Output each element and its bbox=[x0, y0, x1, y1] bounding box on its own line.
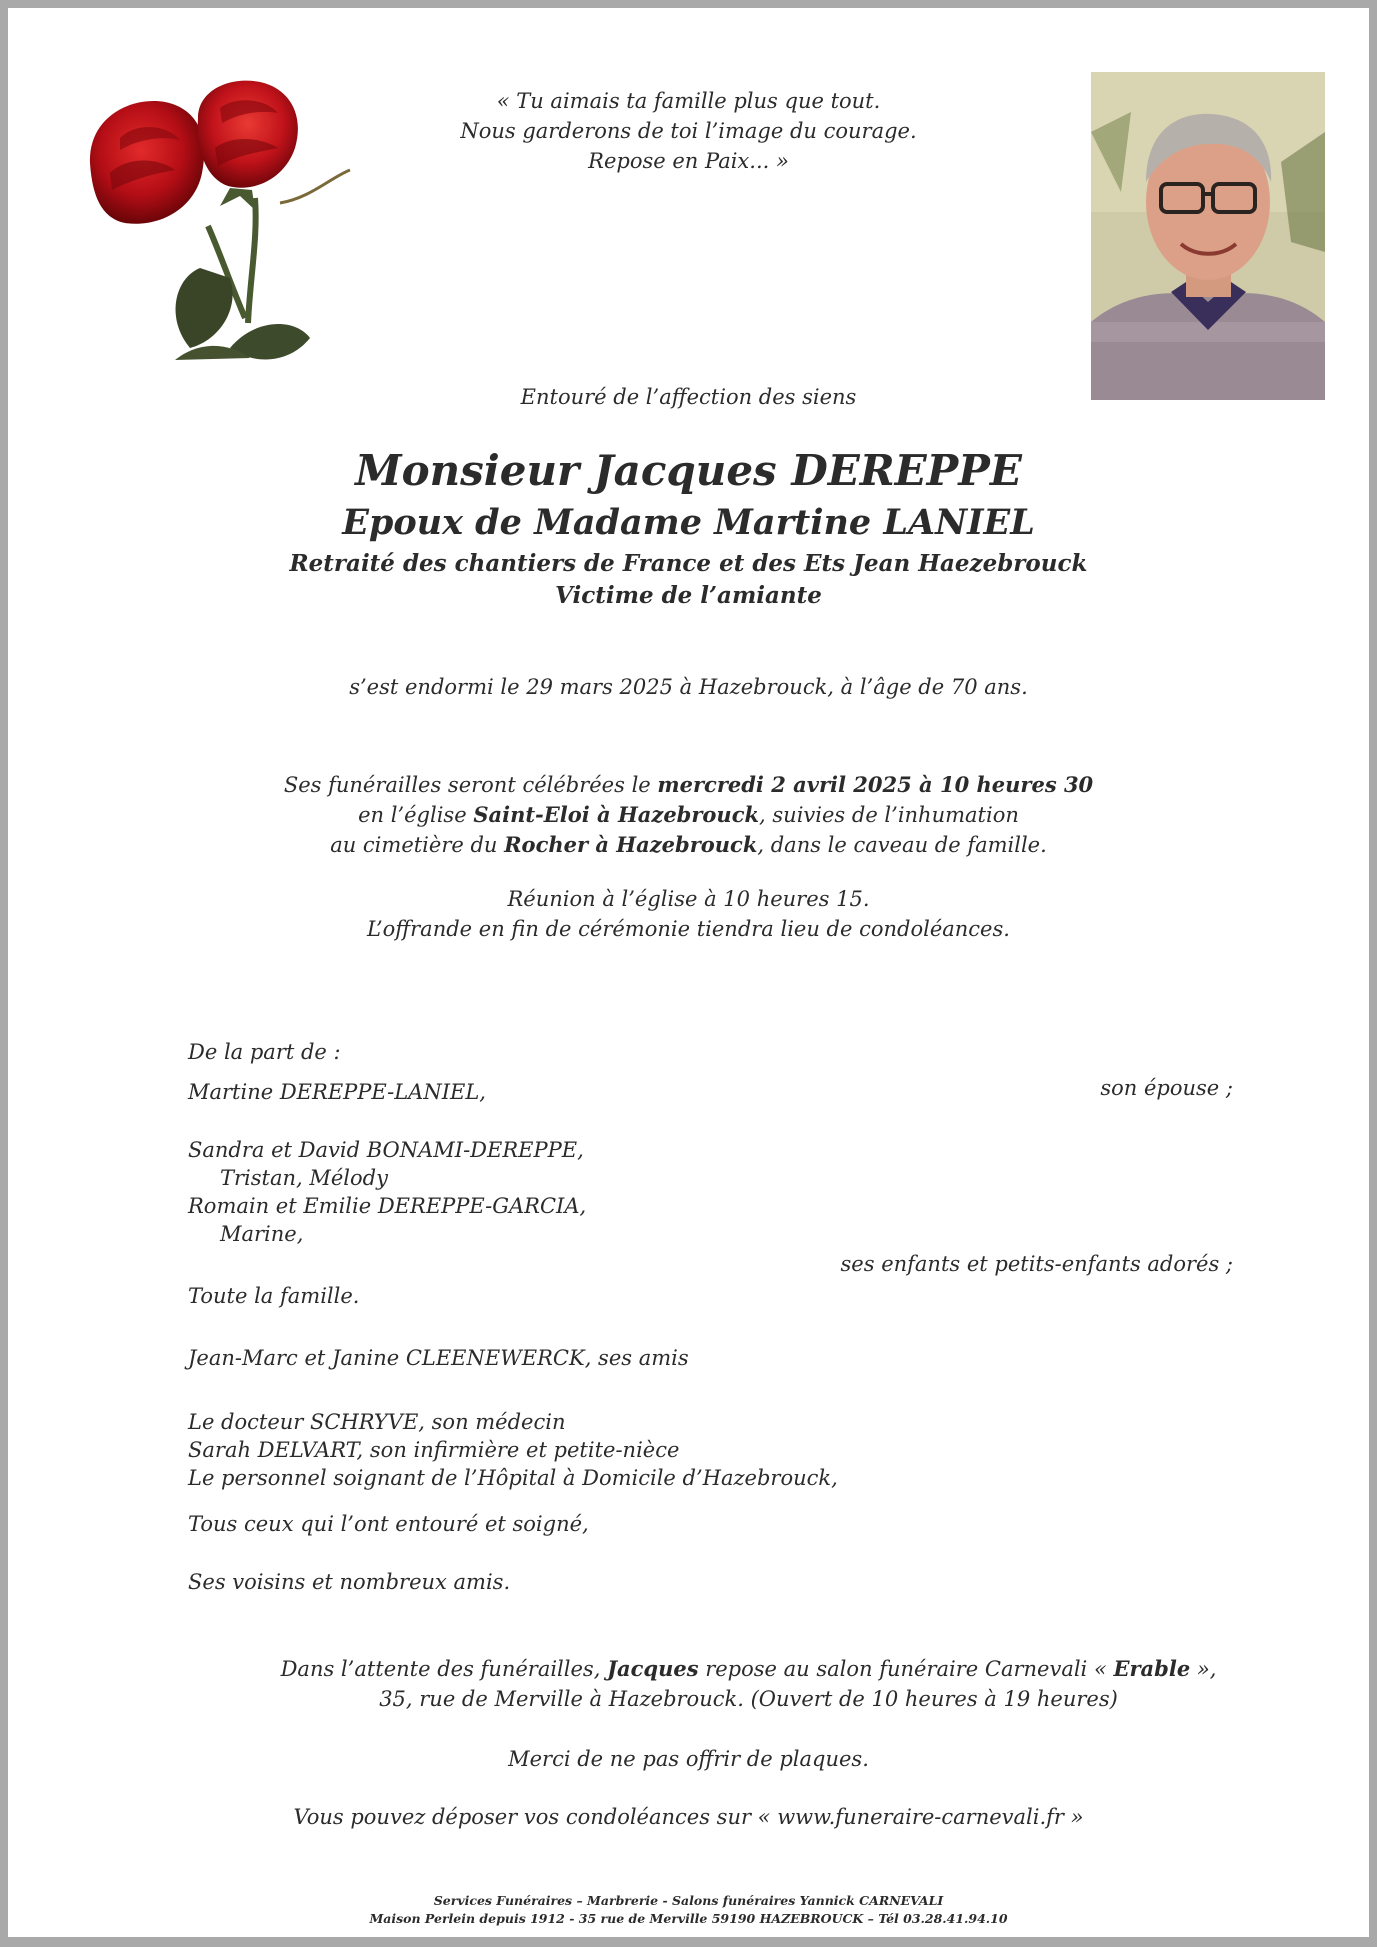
spouse-line: Epoux de Madame Martine LANIEL bbox=[342, 502, 1035, 543]
doctor-line: Le docteur SCHRYVE, son médecin bbox=[188, 1410, 566, 1434]
funeral-details bbox=[8, 770, 1369, 860]
salon-address: 35, rue de Merville à Hazebrouck. (Ouvert de 10 heures à 19 heures) bbox=[379, 1687, 1118, 1711]
funeral-text: , suivies de l’inhumation bbox=[759, 803, 1019, 827]
quote-line: Repose en Paix... » bbox=[588, 149, 789, 173]
footer-line: Maison Perlein depuis 1912 - 35 rue de Merville 59190 HAZEBROUCK – Tél 03.28.41.94.10 bbox=[369, 1911, 1008, 1926]
funeral-home-footer bbox=[8, 1892, 1369, 1928]
reunion-line: Réunion à l’église à 10 heures 15. bbox=[507, 887, 870, 911]
children-role: ses enfants et petits-enfants adorés ; bbox=[840, 1252, 1233, 1276]
quote-line: Nous garderons de toi l’image du courage. bbox=[460, 119, 917, 143]
nurse-line: Sarah DELVART, son infirmière et petite-nièce bbox=[188, 1438, 680, 1462]
staff-line: Le personnel soignant de l’Hôpital à Domicile d’Hazebrouck, bbox=[188, 1466, 838, 1490]
friends-line: Jean-Marc et Janine CLEENEWERCK, ses amis bbox=[188, 1346, 689, 1370]
funeral-text: , dans le caveau de famille. bbox=[757, 833, 1047, 857]
whole-family: Toute la famille. bbox=[188, 1284, 360, 1308]
epitaph-quote bbox=[8, 86, 1369, 176]
rest-notice bbox=[68, 1654, 1369, 1714]
death-announcement: s’est endormi le 29 mars 2025 à Hazebrouck, à l’âge de 70 ans. bbox=[349, 675, 1028, 699]
surrounded-text: Entouré de l’affection des siens bbox=[520, 385, 857, 409]
funeral-text: au cimetière du bbox=[330, 833, 505, 857]
child-couple: Sandra et David BONAMI-DEREPPE, bbox=[188, 1138, 584, 1162]
rest-text: », bbox=[1190, 1657, 1217, 1681]
rest-text: repose au salon funéraire Carnevali « bbox=[698, 1657, 1114, 1681]
footer-line: Services Funéraires – Marbrerie - Salons funéraires Yannick CARNEVALI bbox=[433, 1893, 944, 1908]
funeral-text: Ses funérailles seront célébrées le bbox=[283, 773, 658, 797]
wife-name: Martine DEREPPE-LANIEL, bbox=[188, 1080, 486, 1104]
plaques-note: Merci de ne pas offrir de plaques. bbox=[508, 1747, 869, 1771]
funeral-date: mercredi 2 avril 2025 à 10 heures 30 bbox=[657, 772, 1094, 797]
grandchildren: Marine, bbox=[220, 1222, 304, 1246]
first-name: Jacques bbox=[607, 1656, 699, 1681]
victim-note: Victime de l’amiante bbox=[555, 582, 822, 609]
child-couple: Romain et Emilie DEREPPE-GARCIA, bbox=[188, 1194, 587, 1218]
wife-role: son épouse ; bbox=[1100, 1076, 1233, 1100]
obituary-page bbox=[8, 8, 1369, 1937]
deceased-name: Monsieur Jacques DEREPPE bbox=[355, 446, 1022, 495]
grandchildren: Tristan, Mélody bbox=[220, 1166, 388, 1190]
occupation-line: Retraité des chantiers de France et des Ets Jean Haezebrouck bbox=[289, 550, 1088, 577]
rest-text: Dans l’attente des funérailles, bbox=[280, 1657, 608, 1681]
funeral-text: en l’église bbox=[358, 803, 474, 827]
children-list bbox=[188, 1136, 586, 1248]
quote-line: « Tu aimais ta famille plus que tout. bbox=[496, 89, 881, 113]
offering-line: L’offrande en fin de cérémonie tiendra lieu de condoléances. bbox=[367, 917, 1010, 941]
church-name: Saint-Eloi à Hazebrouck bbox=[473, 802, 760, 827]
neighbours-line: Ses voisins et nombreux amis. bbox=[188, 1570, 511, 1594]
care-list bbox=[188, 1408, 838, 1492]
carers-line: Tous ceux qui l’ont entouré et soigné, bbox=[188, 1512, 589, 1536]
salon-name: Erable bbox=[1113, 1656, 1191, 1681]
reunion-details bbox=[8, 884, 1369, 944]
condolences-note: Vous pouvez déposer vos condoléances sur « www.funeraire-carnevali.fr » bbox=[293, 1805, 1084, 1829]
cemetery-name: Rocher à Hazebrouck bbox=[504, 832, 758, 857]
family-intro: De la part de : bbox=[188, 1040, 341, 1064]
